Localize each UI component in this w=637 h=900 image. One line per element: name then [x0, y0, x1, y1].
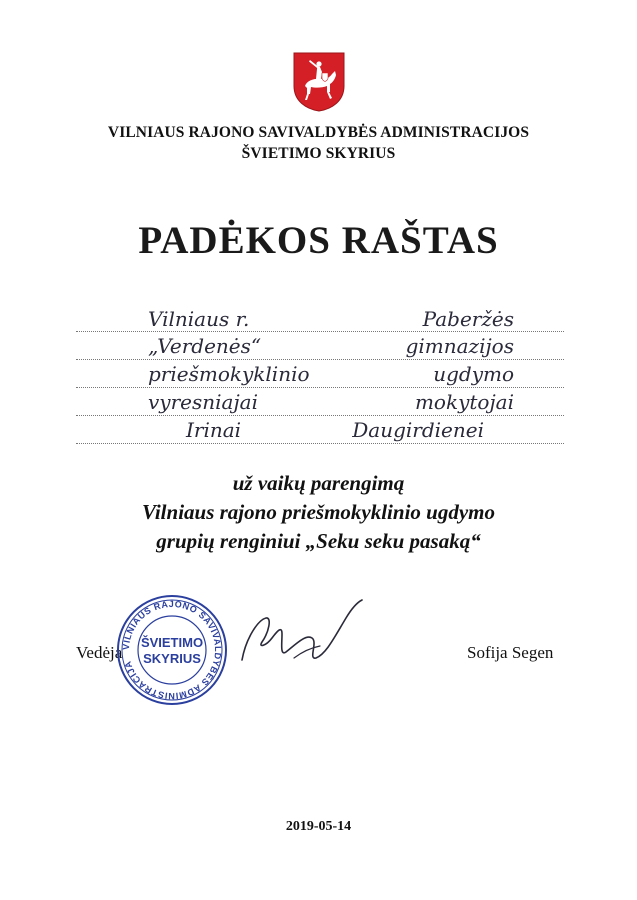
- document-title: PADĖKOS RAŠTAS: [138, 219, 499, 262]
- organization-name: VILNIAUS RAJONO SAVIVALDYBĖS ADMINISTRACIJOS: [107, 124, 530, 141]
- recipient-line-4: vyresniajai mokytojai: [148, 390, 514, 414]
- reason-line-2: Vilniaus rajono priešmokyklinio ugdymo: [142, 500, 495, 524]
- stamp-center-line-1: ŠVIETIMO: [140, 635, 204, 650]
- stamp-center-line-2: SKYRIUS: [143, 651, 201, 666]
- recipient-line-2: „Verdenės“ gimnazijos: [148, 334, 514, 358]
- issue-date: 2019-05-14: [285, 819, 352, 834]
- handwritten-signature: [236, 598, 376, 678]
- signer-role: Vedėja: [76, 643, 123, 662]
- reason-line-3: grupių renginiui „Seku seku pasaką“: [156, 529, 481, 553]
- dotted-line: [76, 443, 564, 444]
- department-name: ŠVIETIMO SKYRIUS: [241, 145, 396, 162]
- recipient-line-5: Irinai Daugirdienei: [186, 418, 484, 442]
- svg-text:VILNIAUS RAJONO SAVIVALDYBĖS A: [121, 599, 223, 701]
- coat-of-arms-icon: [293, 52, 345, 112]
- reason-line-1: už vaikų parengimą: [232, 471, 405, 495]
- recipient-line-3: priešmokyklinio ugdymo: [148, 362, 514, 386]
- official-stamp: [115, 593, 229, 707]
- recipient-line-1: Vilniaus r. Paberžės: [148, 307, 514, 331]
- stamp-ring-text: VILNIAUS RAJONO SAVIVALDYBĖS ADMINISTRACIJA: [120, 598, 224, 702]
- signer-name: Sofija Segen: [467, 643, 554, 662]
